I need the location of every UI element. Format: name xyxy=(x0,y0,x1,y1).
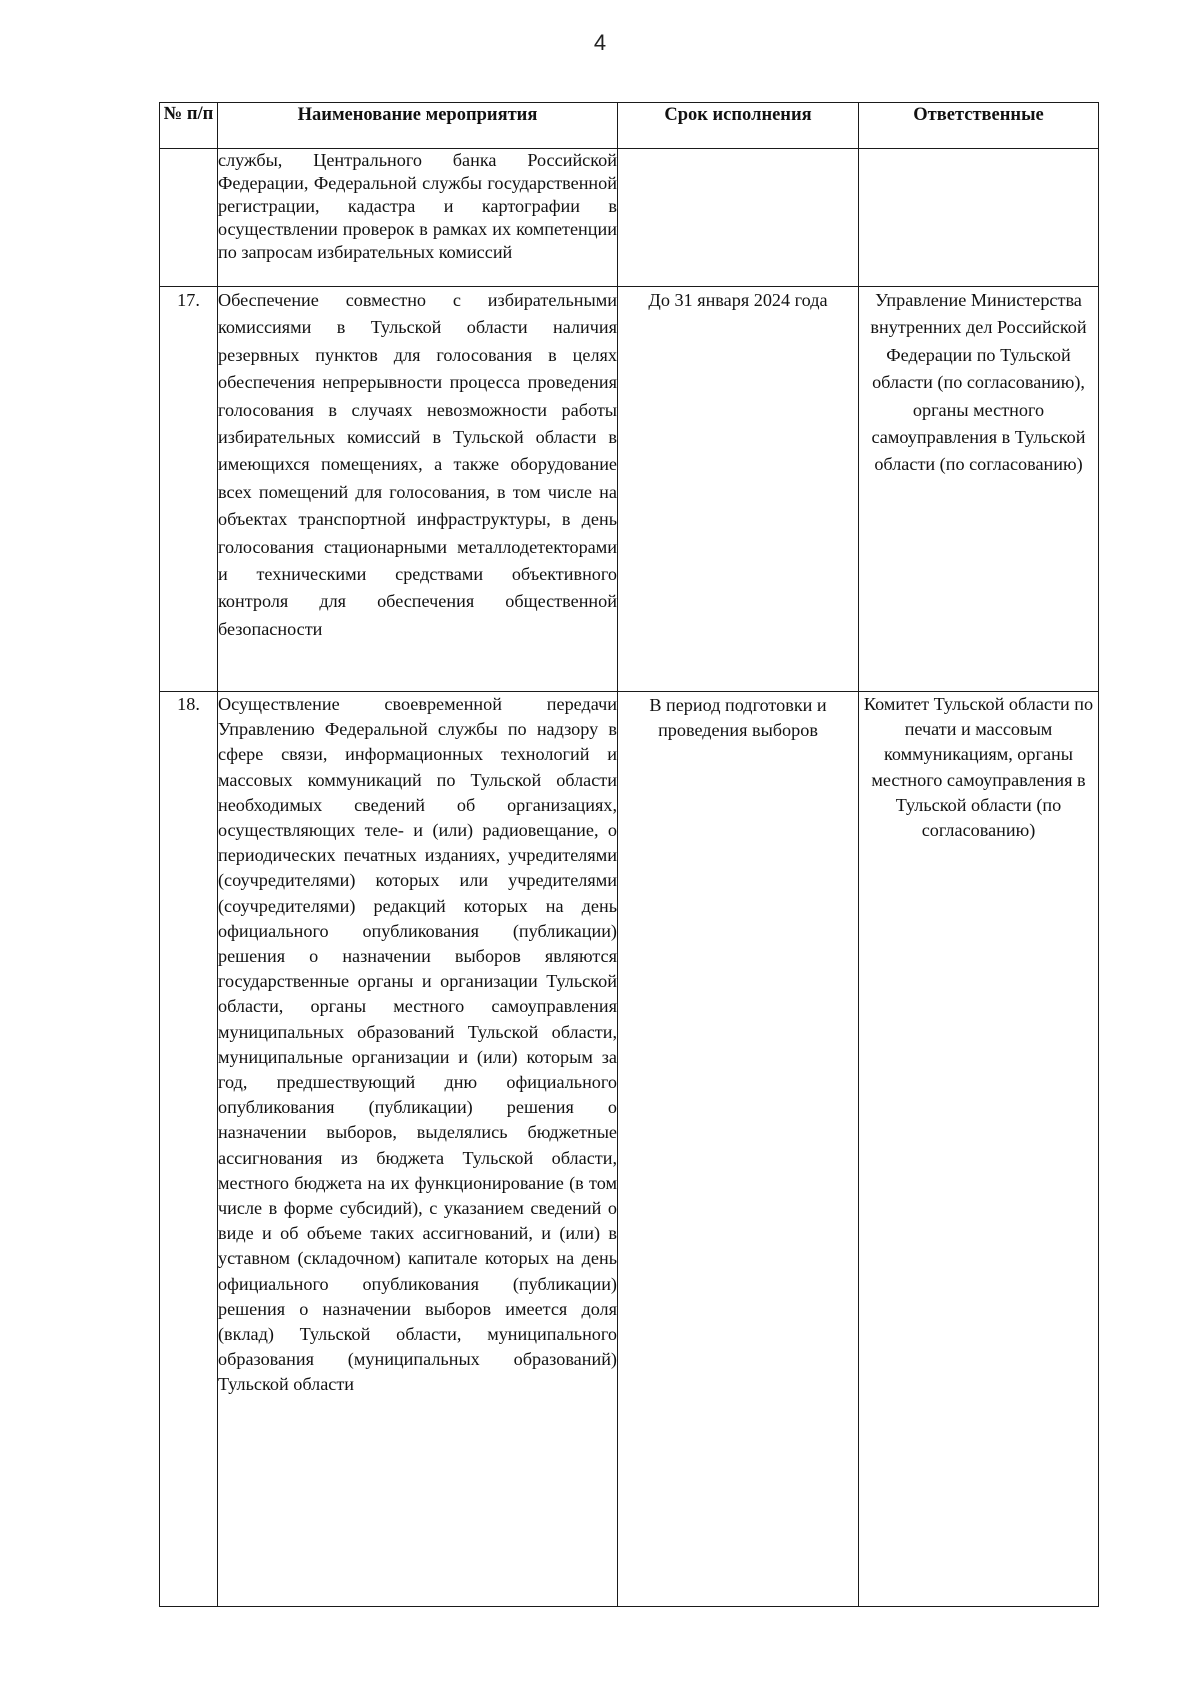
row-responsible: Комитет Тульской области по печати и массовым коммуникациям, органы местного самоуправления в Тульской области (по согласованию) xyxy=(859,692,1099,1607)
header-num: № п/п xyxy=(160,103,218,149)
header-responsible: Ответственные xyxy=(859,103,1099,149)
row-num xyxy=(160,149,218,287)
header-term: Срок исполнения xyxy=(618,103,859,149)
row-term: В период подготовки и проведения выборов xyxy=(618,692,859,1607)
row-responsible xyxy=(859,149,1099,287)
table-row xyxy=(160,287,1099,692)
row-event-name: Осуществление своевременной передачи Управлению Федеральной службы по надзору в сфере связи, информационных технологий и массовых коммуникаций по Тульской области необходимых сведений об организациях, осуществляющих теле- и (или) радиовещание, о периодических печатных изданиях, учредителями (соучредителями) которых или учредителями (соучредителями) редакций которых на день официального опубликования (публикации) решения о назначении выборов являются государственные органы и организации Тульской области, органы местного самоуправления муниципальных образований Тульской области, муниципальные организации и (или) которым за год, предшествующий дню официального опубликования (публикации) решения о назначении выборов, выделялись бюджетные ассигнования из бюджета Тульской области, местного бюджета на их функционирование (в том числе в форме субсидий), с указанием сведений о виде и об объеме таких ассигнований, и (или) в уставном (складочном) капитале которых на день официального опубликования (публикации) решения о назначении выборов имеется доля (вклад) Тульской области, муниципального образования (муниципальных образований) Тульской области xyxy=(218,692,618,1607)
row-responsible: Управление Министерства внутренних дел Российской Федерации по Тульской области (по согласованию), органы местного самоуправления в Тульской области (по согласованию) xyxy=(859,287,1099,692)
row-num: 17. xyxy=(160,287,218,692)
row-term: До 31 января 2024 года xyxy=(618,287,859,692)
table-row xyxy=(160,692,1099,1607)
header-name: Наименование мероприятия xyxy=(218,103,618,149)
table-row xyxy=(160,149,1099,287)
table-header-row xyxy=(160,103,1099,149)
row-event-name: Обеспечение совместно с избирательными комиссиями в Тульской области наличия резервных пунктов для голосования в целях обеспечения непрерывности процесса проведения голосования в случаях невозможности работы избирательных комиссий в Тульской области в имеющихся помещениях, а также оборудование всех помещений для голосования, в том числе на объектах транспортной инфраструктуры, в день голосования стационарными металлодетекторами и техническими средствами объективного контроля для обеспечения общественной безопасности xyxy=(218,287,618,692)
row-term xyxy=(618,149,859,287)
row-num: 18. xyxy=(160,692,218,1607)
events-table xyxy=(159,102,1099,1607)
page-number: 4 xyxy=(593,30,607,55)
row-event-name: службы, Центрального банка Российской Федерации, Федеральной службы государственной регистрации, кадастра и картографии в осуществлении проверок в рамках их компетенции по запросам избирательных комиссий xyxy=(218,149,618,287)
